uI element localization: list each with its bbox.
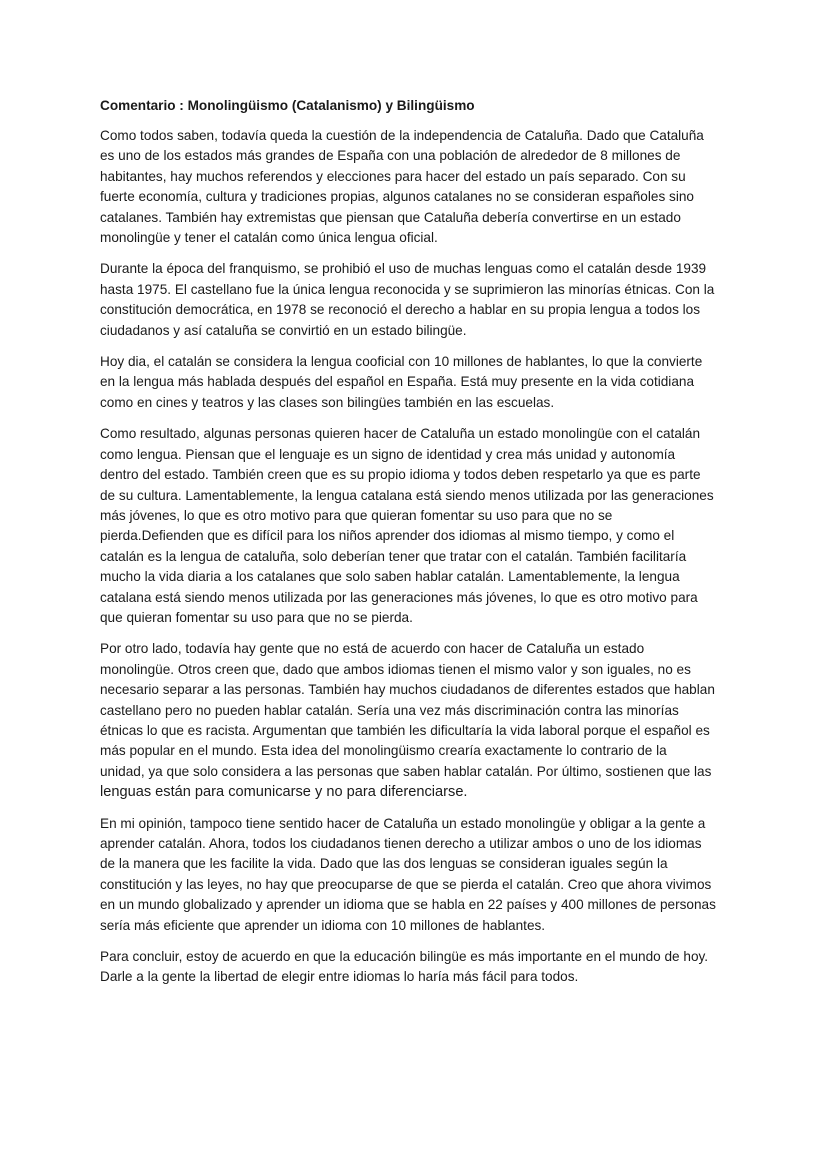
text-line: Como resultado, algunas personas quieren hacer de Cataluña un estado monolingüe con el catalán <box>100 426 701 442</box>
text-line: En mi opinión, tampoco tiene sentido hacer de Cataluña un estado monolingüe y obligar a la gente a <box>100 815 706 831</box>
text-line: catalana está siendo menos utilizada por las generaciones más jóvenes, lo que es otro motivo para <box>100 589 698 605</box>
text-line: Para concluir, estoy de acuerdo en que la educación bilingüe es más importante en el mundo de hoy. <box>100 949 709 965</box>
text-line: habitantes, hay muchos referendos y elecciones para hacer del estado un país separado. Con su <box>100 168 686 184</box>
paragraph <box>100 424 730 628</box>
text-line: como en cines y teatros y las clases son bilingües también en las escuelas. <box>100 394 555 410</box>
paragraph <box>100 259 730 341</box>
paragraph <box>100 814 730 936</box>
text-line: lenguas están para comunicarse y no para diferenciarse. <box>100 784 468 801</box>
paragraph <box>100 947 730 988</box>
text-line: fuerte economía, cultura y tradiciones propias, algunos catalanes no se consideran españoles sino <box>100 189 694 205</box>
paragraph <box>100 352 730 413</box>
text-line: catalanes. También hay extremistas que piensan que Cataluña debería convertirse en un estado <box>100 209 681 225</box>
text-line: Hoy dia, el catalán se considera la lengua cooficial con 10 millones de hablantes, lo que la convierte <box>100 354 703 370</box>
text-line: ciudadanos y así cataluña se convirtió en un estado bilingüe. <box>100 322 467 338</box>
document-body <box>100 126 730 988</box>
text-line: en la lengua más hablada después del español en España. Está muy presente en la vida cotidiana <box>100 374 695 390</box>
text-line: de la manera que les facilite la vida. Dado que las dos lenguas se consideran iguales según la <box>100 856 668 872</box>
text-line: en un mundo globalizado y aprender un idioma que se habla en 22 países y 400 millones de personas <box>100 897 716 913</box>
text-line: Por otro lado, todavía hay gente que no está de acuerdo con hacer de Cataluña un estado <box>100 641 645 657</box>
text-line: Durante la época del franquismo, se prohibió el uso de muchas lenguas como el catalán desde 1939 <box>100 261 707 277</box>
text-line: Darle a la gente la libertad de elegir entre idiomas lo haría más fácil para todos. <box>100 969 579 985</box>
text-line: monolingüe. Otros creen que, dado que ambos idiomas tienen el mismo valor y son iguales, no es <box>100 661 691 677</box>
text-line: más jóvenes, lo que es otro motivo para que quieran fomentar su uso para que no se <box>100 507 613 523</box>
text-line: dentro del estado. También creen que es su propio idioma y todos deben respetarlo ya que es parte <box>100 467 701 483</box>
text-line: es uno de los estados más grandes de España con una población de alrededor de 8 millones de <box>100 148 681 164</box>
text-line: mucho la vida diaria a los catalanes que solo saben hablar catalán. Lamentablemente, la lengua <box>100 569 680 585</box>
text-line: hasta 1975. El castellano fue la única lengua reconocida y se suprimieron las minorías étnicas. Con la <box>100 281 715 297</box>
text-line: Como todos saben, todavía queda la cuestión de la independencia de Cataluña. Dado que Cataluña <box>100 128 704 143</box>
text-line: de su cultura. Lamentablemente, la lengua catalana está siendo menos utilizada por las generaciones <box>100 487 714 503</box>
text-line: étnicas lo que es racista. Argumentan que también les dificultaría la vida laboral porque el español es <box>100 722 710 738</box>
text-line: que quieran fomentar su uso para que no se pierda. <box>100 609 413 625</box>
text-line: castellano pero no pueden hablar catalán. Sería una vez más discriminación contra las minorías <box>100 702 679 718</box>
text-line: pierda.Defienden que es difícil para los niños aprender dos idiomas al mismo tiempo, y como el <box>100 528 675 544</box>
text-line: como lengua. Piensan que el lenguaje es un signo de identidad y crea más unidad y autonomía <box>100 446 676 462</box>
text-line: necesario separar a las personas. También hay muchos ciudadanos de diferentes estados que hablan <box>100 682 715 698</box>
text-line: aprender catalán. Ahora, todos los ciudadanos tienen derecho a utilizar ambos o uno de los idiomas <box>100 836 702 851</box>
document-title: Comentario : Monolingüismo (Catalanismo) y Bilingüismo <box>100 98 475 113</box>
text-line: constitución y las leyes, no hay que preocuparse de que se pierda el catalán. Creo que ahora vivimos <box>100 876 712 892</box>
text-line: sería más eficiente que aprender un idioma con 10 millones de hablantes. <box>100 917 546 933</box>
text-line: más popular en el mundo. Esta idea del monolingüismo crearía exactamente lo contrario de la <box>100 743 667 759</box>
text-line: monolingüe y tener el catalán como única lengua oficial. <box>100 230 438 246</box>
text-line: catalán es la lengua de cataluña, solo deberían tener que tratar con el catalán. También facilitaría <box>100 548 687 564</box>
paragraph <box>100 126 730 248</box>
paragraph <box>100 639 730 802</box>
text-line: unidad, ya que solo considera a las personas que saben hablar catalán. Por último, sostienen que las <box>100 763 712 779</box>
text-line: constitución democrática, en 1978 se reconoció el derecho a hablar en su propia lengua a todos los <box>100 302 701 318</box>
